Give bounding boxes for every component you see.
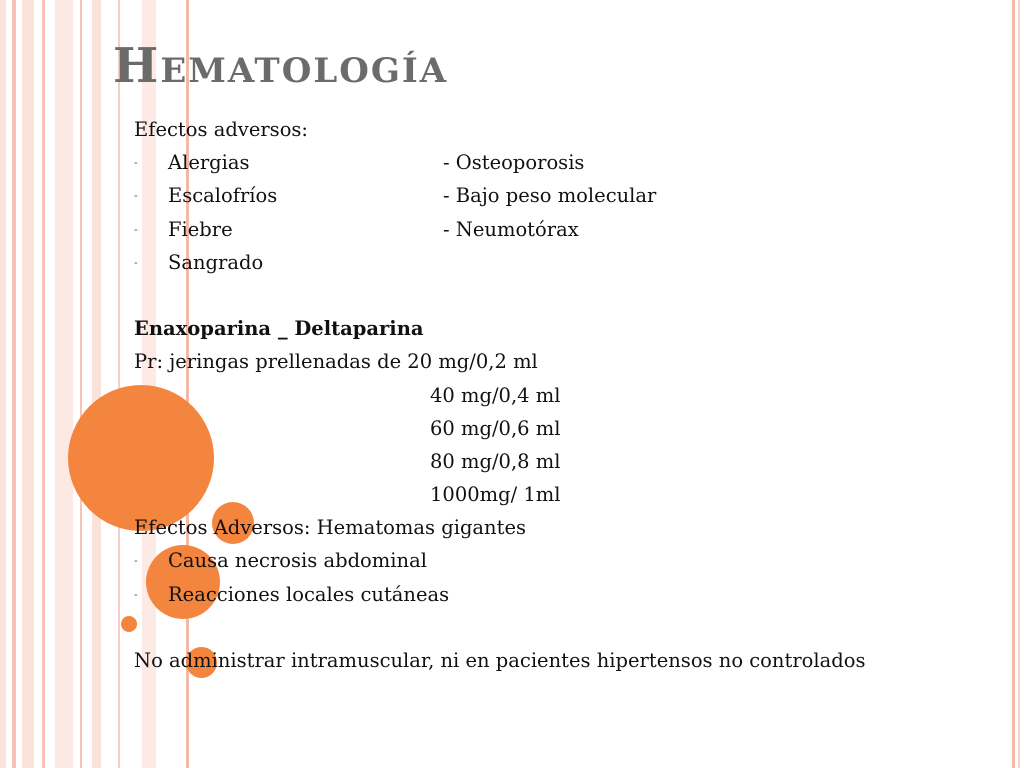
bullet-dash: - [134,156,138,170]
slide-body [134,113,994,677]
slide-title: Hematología [113,38,449,94]
list-item [134,578,994,611]
adverse-right: - Osteoporosis [443,151,585,175]
dose-value: 40 mg/0,4 ml [430,383,561,407]
bullet-dash: - [134,255,138,269]
right-stripe-2 [1018,0,1020,768]
bullet-dash: - [134,189,138,203]
adverse-left: Sangrado [168,250,264,274]
spacer [134,279,994,312]
list-item [134,213,994,246]
list-item [134,246,994,279]
list-item [134,544,994,577]
dose-row [134,478,994,511]
list-item [134,179,994,212]
adverse-right: - Bajo peso molecular [443,184,657,208]
bullet-dash: - [134,222,138,236]
drug-presentation: Pr: jeringas prellenadas de 20 mg/0,2 ml [134,350,538,374]
dose-value: 80 mg/0,8 ml [430,449,561,473]
drug-adverse-item: Reacciones locales cutáneas [168,582,450,606]
dose-value: 1000mg/ 1ml [430,483,561,507]
right-stripe [1012,0,1015,768]
bullet-dash: - [134,587,138,601]
bullet-dash: - [134,554,138,568]
warning-text: No administrar intramuscular, ni en pacientes hipertensos no controlados [134,649,866,672]
adverse-right: - Neumotórax [443,217,579,241]
drug-name: Enaxoparina _ Deltaparina [134,317,424,341]
drug-adverse-item: Causa necrosis abdominal [168,549,427,573]
adverse-effects-heading: Efectos adversos: [134,118,309,141]
adverse-left: Escalofríos [168,184,278,208]
spacer [134,611,994,644]
dose-value: 60 mg/0,6 ml [430,416,561,440]
dose-row [134,412,994,445]
drug-adverse-heading: Efectos Adversos: Hematomas gigantes [134,516,526,540]
list-item [134,146,994,179]
dose-row [134,445,994,478]
adverse-left: Fiebre [168,217,233,241]
dose-row [134,379,994,412]
adverse-left: Alergias [168,151,250,175]
